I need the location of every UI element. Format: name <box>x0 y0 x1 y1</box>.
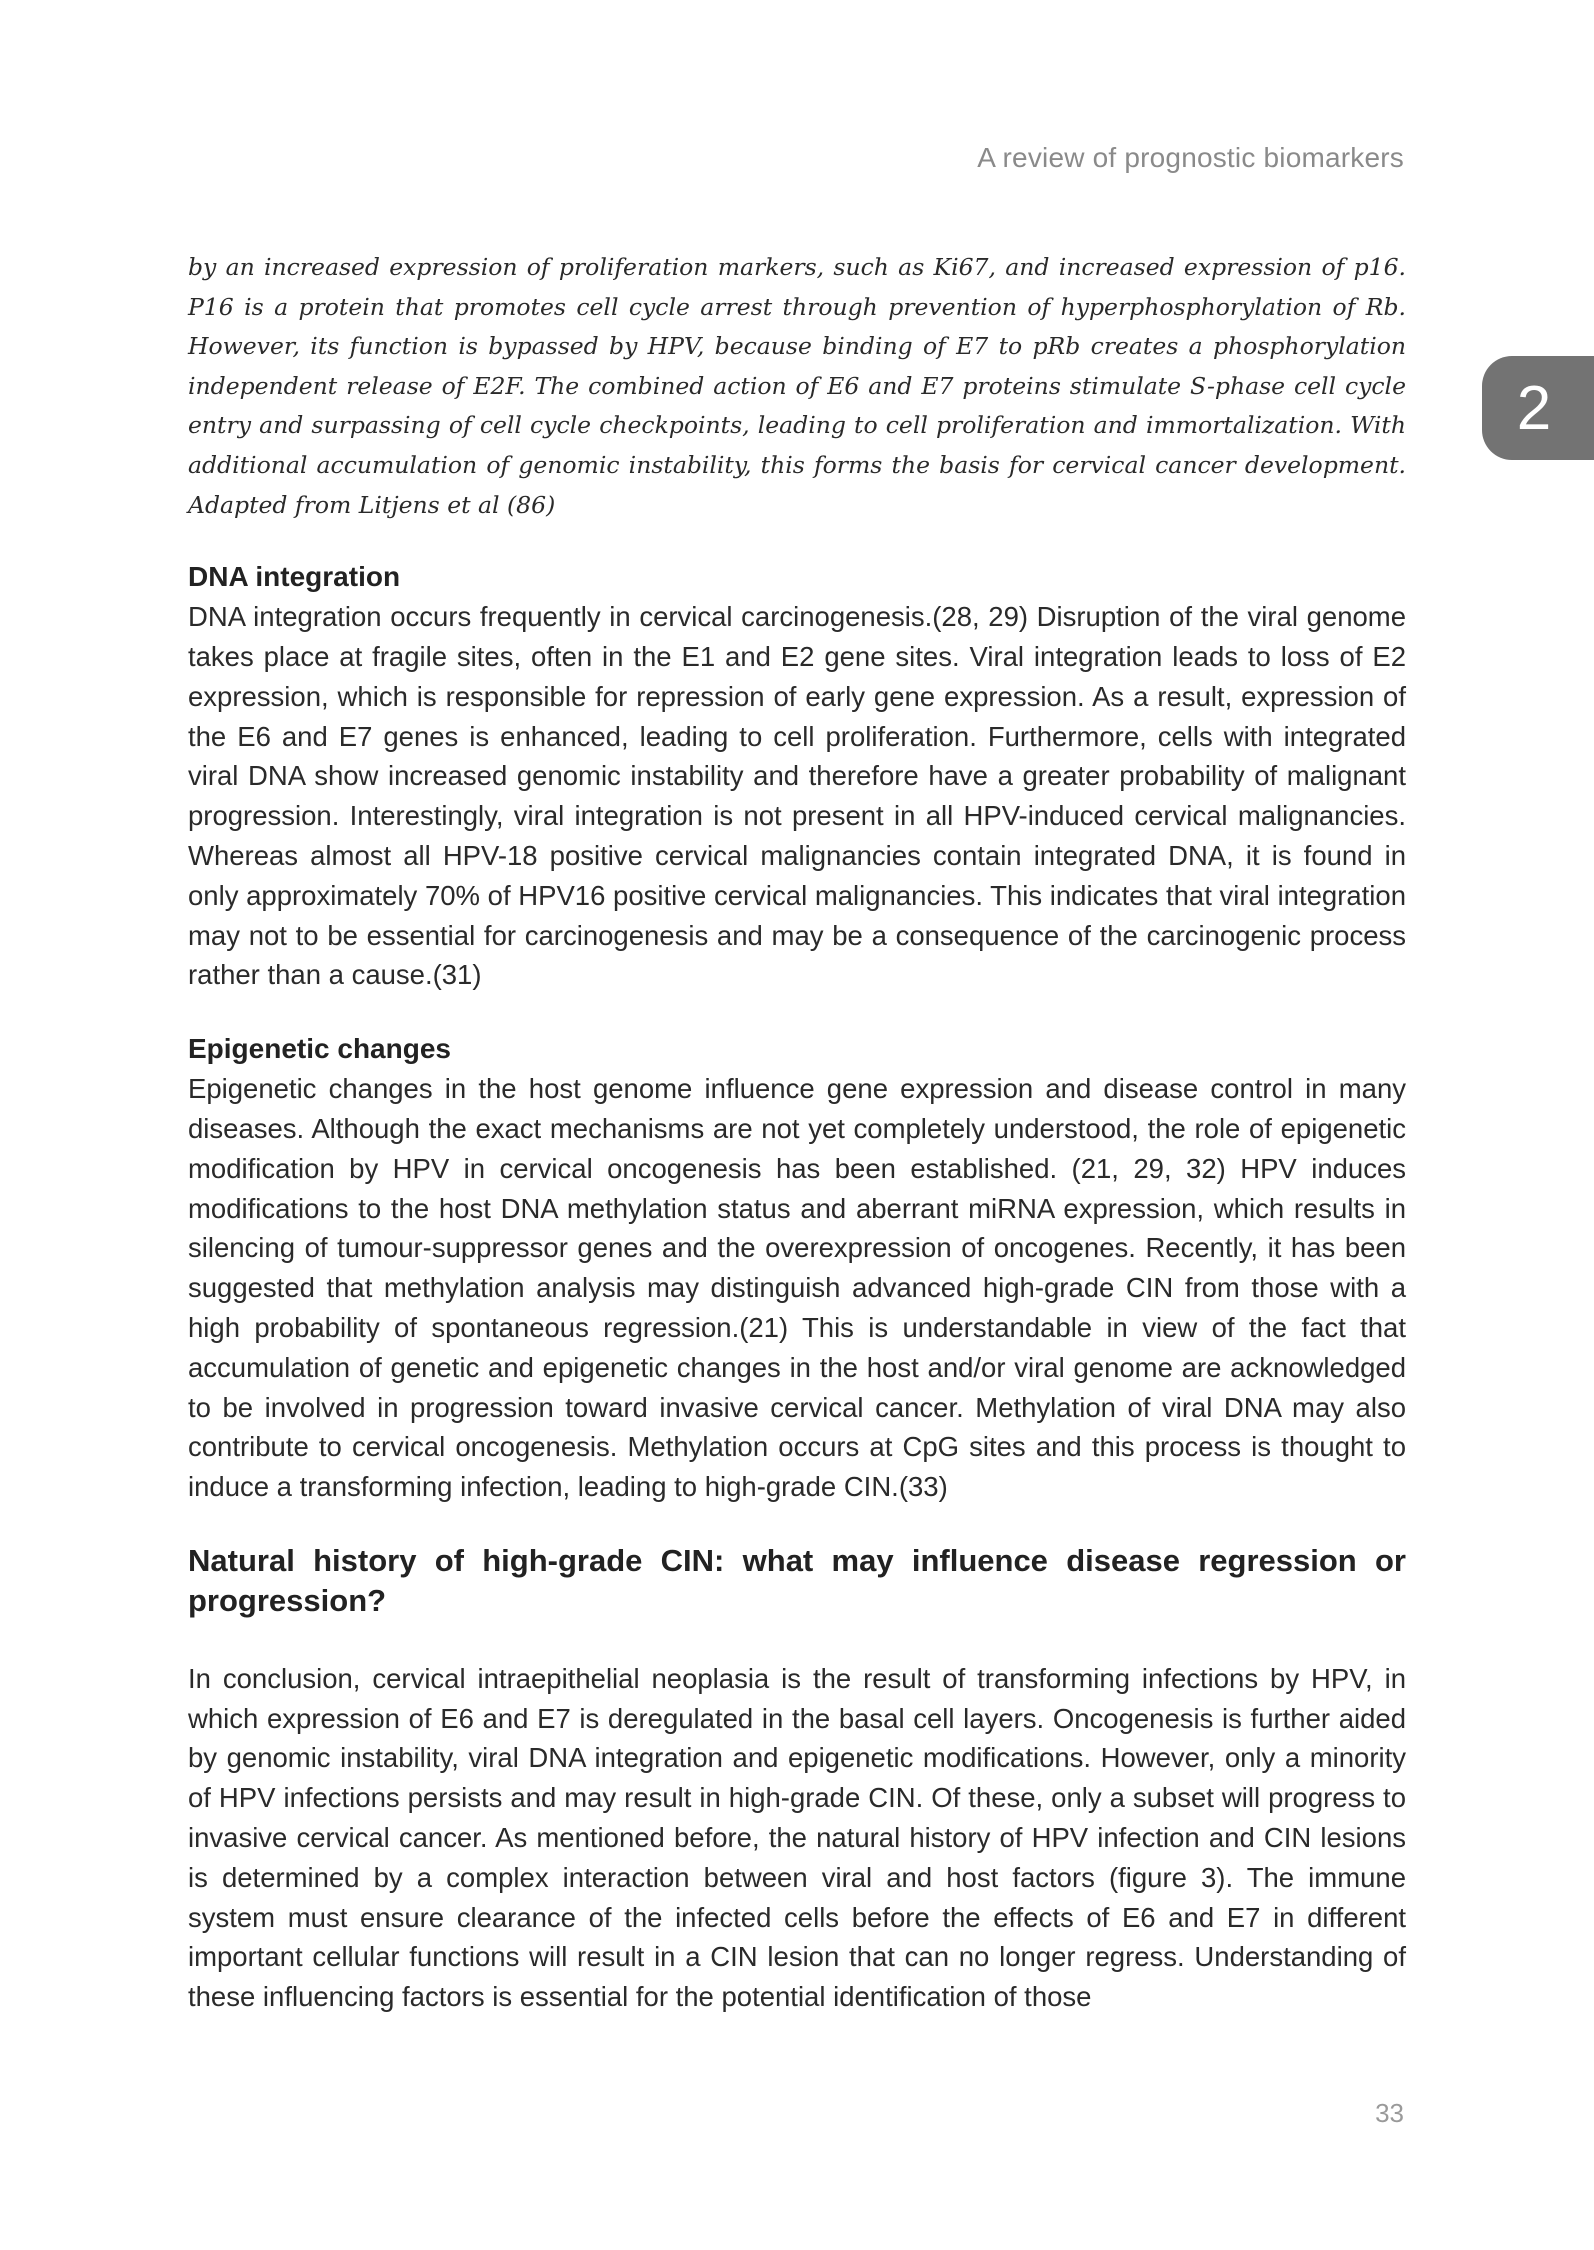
paragraph-dna-integration: DNA integration occurs frequently in cervical carcinogenesis.(28, 29) Disruption of the viral genome takes place at fragile sites, often in the E1 and E2 gene sites. Viral integration leads to loss of E2 expression, which is responsible for repression of early gene expression. As a result, expression of the E6 and E7 genes is enhanced, leading to cell proliferation. Furthermore, cells with integrated viral DNA show increased genomic instability and therefore have a greater probability of malignant progression. Interestingly, viral integration is not present in all HPV-induced cervical malignancies. Whereas almost all HPV-18 positive cervical malignancies contain integrated DNA, it is found in only approximately 70% of HPV16 positive cervical malignancies. This indicates that viral integration may not to be essential for carcinogenesis and may be a consequence of the carcinogenic process rather than a cause.(31) <box>188 601 1406 991</box>
section-heading-natural-history: Natural history of high-grade CIN: what may influence disease regression or progression? <box>188 1542 1406 1618</box>
paragraph-natural-history: In conclusion, cervical intraepithelial neoplasia is the result of transforming infections by HPV, in which expression of E6 and E7 is deregulated in the basal cell layers. Oncogenesis is further aided by genomic instability, viral DNA integration and epigenetic modifications. However, only a minority of HPV infections persists and may result in high-grade CIN. Of these, only a subset will progress to invasive cervical cancer. As mentioned before, the natural history of HPV infection and CIN lesions is determined by a complex interaction between viral and host factors (figure 3). The immune system must ensure clearance of the infected cells before the effects of E6 and E7 in different important cellular functions will result in a CIN lesion that can no longer regress. Understanding of these influencing factors is essential for the potential identification of those <box>188 1662 1406 2013</box>
chapter-tab: 2 <box>1482 356 1594 460</box>
paragraph-epigenetic-changes: Epigenetic changes in the host genome influence gene expression and disease control in many diseases. Although the exact mechanisms are not yet completely understood, the role of epigenetic modification by HPV in cervical oncogenesis has been established. (21, 29, 32) HPV induces modifications to the host DNA methylation status and aberrant miRNA expression, which results in silencing of tumour-suppressor genes and the overexpression of oncogenes. Recently, it has been suggested that methylation analysis may distinguish advanced high-grade CIN from those with a high probability of spontaneous regression.(21) This is understandable in view of the fact that accumulation of genetic and epigenetic changes in the host and/or viral genome are acknowledged to be involved in progression toward invasive cervical cancer. Methylation of viral DNA may also contribute to cervical oncogenesis. Methylation occurs at CpG sites and this process is thought to induce a transforming infection, leading to high-grade CIN.(33) <box>188 1073 1406 1503</box>
running-header: A review of prognostic biomarkers <box>977 142 1404 173</box>
page-content <box>188 248 1406 2051</box>
figure-caption: by an increased expression of proliferation markers, such as Ki67, and increased expression of p16. P16 is a protein that promotes cell cycle arrest through prevention of hyperphosphorylation of Rb. However, its function is bypassed by HPV, because binding of E7 to pRb creates a phosphorylation independent release of E2F. The combined action of E6 and E7 proteins stimulate S-phase cell cycle entry and surpassing of cell cycle checkpoints, leading to cell proliferation and immortalization. With additional accumulation of genomic instability, this forms the basis for cervical cancer development. Adapted from Litjens et al (86) <box>188 253 1406 519</box>
section-heading-epigenetic-changes: Epigenetic changes <box>188 1033 451 1065</box>
page-number: 33 <box>1375 2098 1404 2128</box>
section-heading-dna-integration: DNA integration <box>188 561 401 593</box>
